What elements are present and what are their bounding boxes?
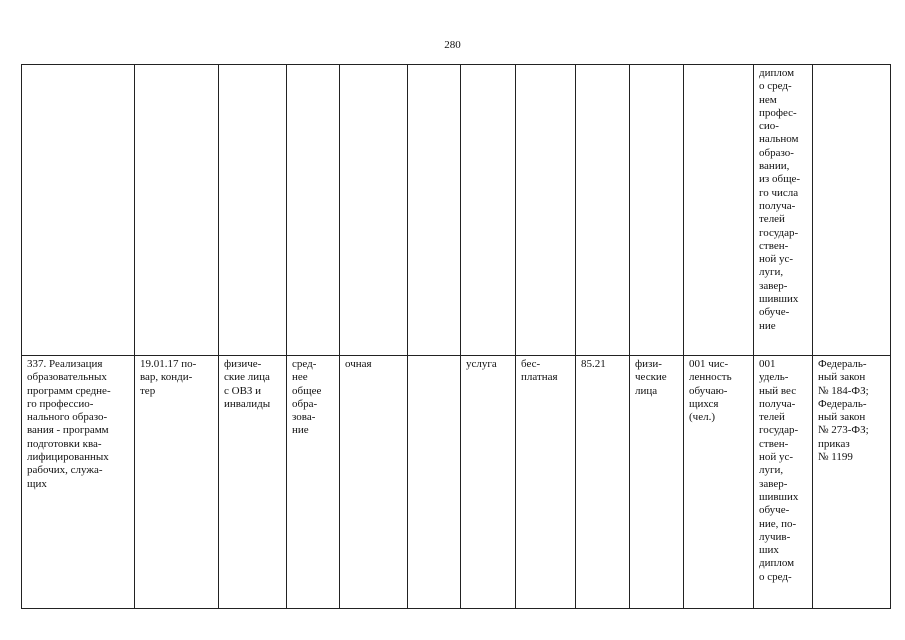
cell-service-name bbox=[22, 65, 135, 356]
cell-okved-code bbox=[576, 65, 630, 356]
table-row-337 bbox=[22, 356, 891, 609]
table-row-continuation bbox=[22, 65, 891, 356]
cell-empty bbox=[408, 356, 461, 609]
cell-service-type bbox=[461, 65, 516, 356]
cell-consumer-category: физиче- ские лица с ОВЗ и инвалиды bbox=[219, 356, 287, 609]
cell-study-form bbox=[340, 65, 408, 356]
cell-recipients bbox=[630, 65, 684, 356]
cell-service-name: 337. Реализация образовательных программ средне- го профессио- нального образо- вания - программ подготовки ква- лифицированных рабочих, служа- щих bbox=[22, 356, 135, 609]
services-registry-table bbox=[21, 64, 891, 609]
cell-payment bbox=[516, 65, 576, 356]
cell-consumer-category bbox=[219, 65, 287, 356]
cell-okved-code: 85.21 bbox=[576, 356, 630, 609]
cell-program-code: 19.01.17 по- вар, конди- тер bbox=[135, 356, 219, 609]
cell-legal-basis bbox=[813, 65, 891, 356]
page-number: 280 bbox=[444, 39, 461, 51]
cell-quality-indicator: 001 удель- ный вес получа- телей государ- ствен- ной ус- луги, завер- шивших обуче- ние, по- лучив- ших диплом о сред- bbox=[754, 356, 813, 609]
cell-recipients: физи- ческие лица bbox=[630, 356, 684, 609]
cell-program-code bbox=[135, 65, 219, 356]
cell-payment: бес- платная bbox=[516, 356, 576, 609]
cell-empty bbox=[408, 65, 461, 356]
cell-education-level bbox=[287, 65, 340, 356]
cell-legal-basis: Федераль- ный закон № 184-ФЗ; Федераль- ный закон № 273-ФЗ; приказ № 1199 bbox=[813, 356, 891, 609]
cell-study-form: очная bbox=[340, 356, 408, 609]
cell-quality-indicator: диплом о сред- нем профес- сио- нальном образо- вании, из обще- го числа получа- телей государ- ствен- ной ус- луги, завер- шивших обуче- ние bbox=[754, 65, 813, 356]
cell-education-level: сред- нее общее обра- зова- ние bbox=[287, 356, 340, 609]
cell-volume-indicator bbox=[684, 65, 754, 356]
cell-service-type: услуга bbox=[461, 356, 516, 609]
cell-volume-indicator: 001 чис- ленность обучаю- щихся (чел.) bbox=[684, 356, 754, 609]
